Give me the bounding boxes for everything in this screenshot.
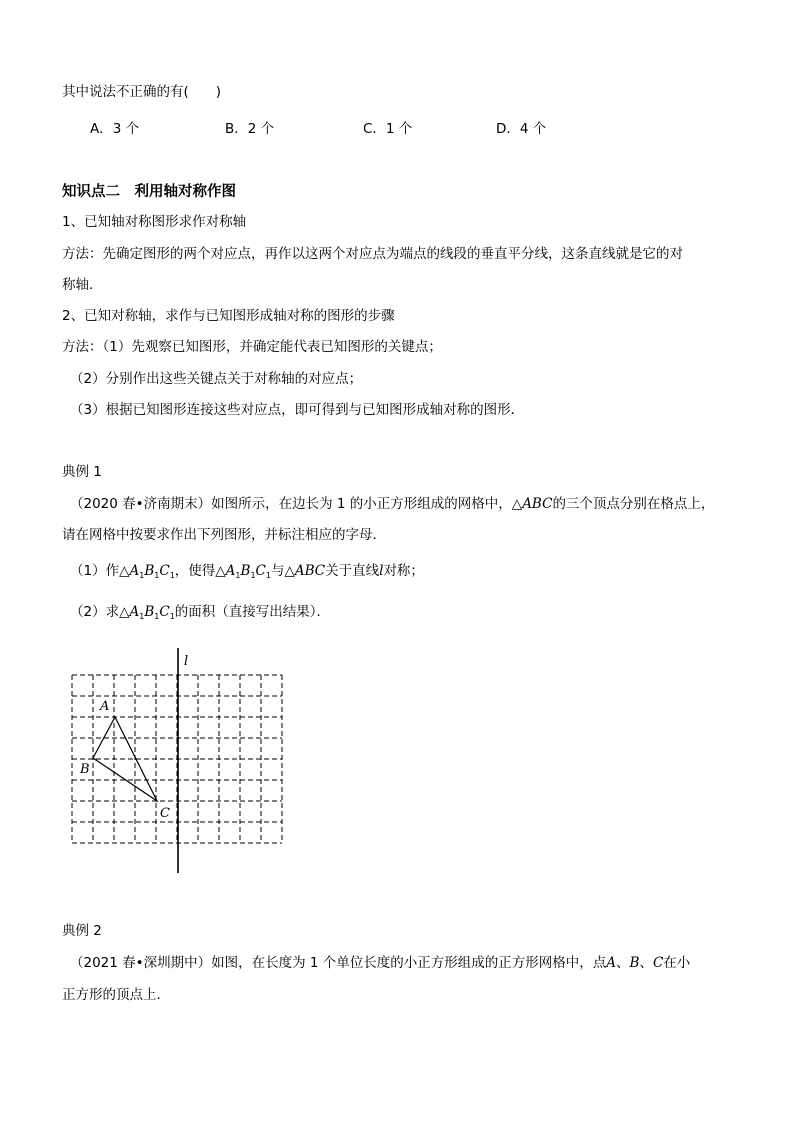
example1-line2: 请在网格中按要求作出下列图形，并标注相应的字母． (62, 527, 386, 543)
item2-step3: （3）根据已知图形连接这些对应点，即可得到与已知图形成轴对称的图形． (70, 402, 525, 418)
example2-line2: 正方形的顶点上． (62, 987, 170, 1003)
item1-method: 方法：先确定图形的两个对应点，再作以这两个对应点为端点的线段的垂直平分线，这条直线就是它的对 (62, 246, 683, 262)
vertex-label-a: A (100, 699, 110, 714)
axis-label-l: l (184, 654, 189, 669)
example1-label: 典例 1 (62, 464, 102, 480)
item2-step2: （2）分别作出这些关键点关于对称轴的对应点； (70, 371, 363, 387)
choice-b: B．2 个 (225, 121, 275, 137)
example2-line1: （2021 春•深圳期中）如图，在长度为 1 个单位长度的小正方形组成的正方形网格中，点A、B、C在小 (70, 955, 691, 971)
example1-question2: （2）求$\triangle A_1B_1C_1$的面积（直接写出结果）． (70, 604, 331, 621)
vertex-label-c: C (160, 806, 170, 821)
section-title: 知识点二 利用轴对称作图 (62, 184, 236, 200)
choice-a: A．3 个 (90, 121, 140, 137)
item1-title: 1、已知轴对称图形求作对称轴 (62, 214, 247, 230)
vertex-label-b: B (80, 762, 90, 777)
example1-question1: （1）作$\triangle A_1B_1C_1$，使得$\triangle A_1B_1C_1$与△ABC关于直线l对称； (70, 563, 424, 580)
example2-label: 典例 2 (62, 923, 102, 939)
item1-method-cont: 称轴． (62, 277, 103, 293)
choice-d: D．4 个 (496, 121, 547, 137)
item2-title: 2、已知对称轴，求作与已知图形成轴对称的图形的步骤 (62, 308, 395, 324)
symmetry-grid-figure (60, 645, 300, 880)
example1-line1: （2020 春•济南期末）如图所示，在边长为 1 的小正方形组成的网格中，△ABC的三个顶点分别在格点上， (70, 496, 715, 512)
question-stem: 其中说法不正确的有( ) (62, 84, 222, 100)
item2-step1: 方法：（1）先观察已知图形，并确定能代表已知图形的关键点； (62, 339, 442, 355)
choice-c: C．1 个 (363, 121, 413, 137)
